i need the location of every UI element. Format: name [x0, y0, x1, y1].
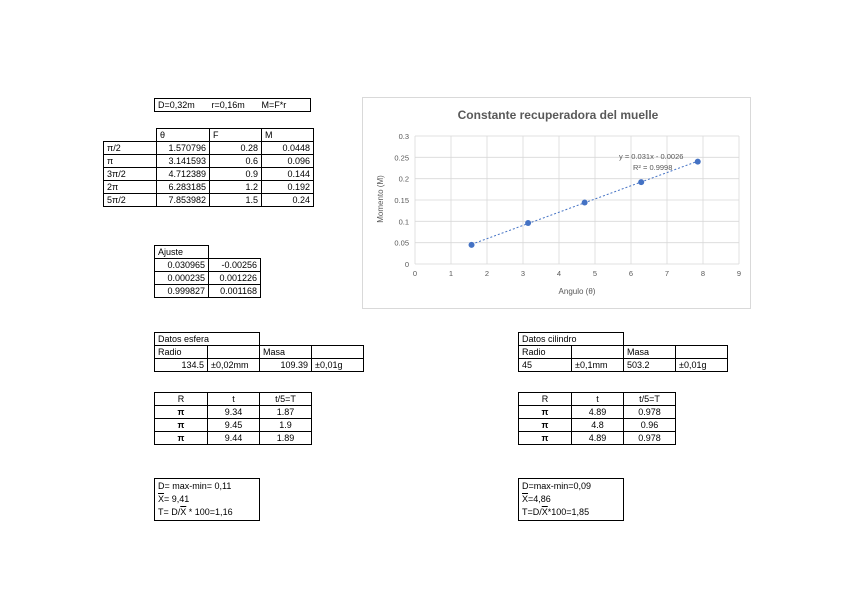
row-label[interactable]: 3π/2: [104, 168, 157, 181]
r-cell[interactable]: π: [155, 406, 208, 419]
data-point: [469, 242, 475, 248]
header-f[interactable]: F: [210, 129, 262, 142]
table-row: [519, 419, 676, 432]
r-cell[interactable]: π: [519, 419, 572, 432]
x-tick-label: 4: [556, 269, 562, 278]
header-period[interactable]: t/5=T: [260, 393, 312, 406]
chart-title: Constante recuperadora del muelle: [457, 108, 659, 122]
esfera-masa-err[interactable]: ±0,01g: [312, 359, 364, 372]
x-axis-label: Angulo (θ): [558, 287, 596, 296]
cilindro-stat-d: D=max-min=0,09: [522, 481, 592, 491]
m-cell[interactable]: 0.192: [262, 181, 314, 194]
cilindro-radio-err[interactable]: ±0,1mm: [572, 359, 624, 372]
t-cell[interactable]: 4.89: [572, 406, 624, 419]
t-suffix: * 100=1,16: [186, 507, 233, 517]
params-box: [154, 98, 311, 112]
data-point: [695, 159, 701, 165]
mean-symbol: $\overline{X}$: [180, 507, 187, 517]
x-tick-label: 2: [484, 269, 490, 278]
period-cell[interactable]: 1.89: [260, 432, 312, 445]
esfera-stats-box[interactable]: [154, 478, 260, 521]
theta-cell[interactable]: 3.141593: [157, 155, 210, 168]
table-row: [155, 432, 312, 445]
cilindro-radio-label[interactable]: Radio: [519, 346, 572, 359]
y-tick-label: 0.1: [398, 217, 409, 227]
y-tick-label: 0: [404, 260, 409, 269]
data-point: [638, 179, 644, 185]
m-cell[interactable]: 0.0448: [262, 142, 314, 155]
m-cell[interactable]: 0.24: [262, 194, 314, 207]
cilindro-stat-mean: [522, 493, 620, 506]
cilindro-measurements-table: [518, 392, 676, 445]
ajuste-cell[interactable]: 0.999827: [155, 285, 209, 298]
cilindro-masa-err[interactable]: ±0,01g: [676, 359, 728, 372]
t-suffix: *100=1,85: [547, 507, 590, 517]
x-tick-label: 5: [592, 269, 598, 278]
f-cell[interactable]: 0.9: [210, 168, 262, 181]
param-m[interactable]: M=F*r: [261, 100, 287, 110]
f-cell[interactable]: 0.28: [210, 142, 262, 155]
m-cell[interactable]: 0.096: [262, 155, 314, 168]
theta-cell[interactable]: 1.570796: [157, 142, 210, 155]
mean-symbol: $\overline{X}$: [522, 494, 529, 504]
table-row: [155, 272, 261, 285]
x-tick-label: 8: [700, 269, 706, 278]
esfera-measurements-table: [154, 392, 312, 445]
table-row: [155, 406, 312, 419]
x-tick-label: 0: [412, 269, 418, 278]
esfera-stat-d: D= max-min= 0,11: [158, 481, 232, 491]
y-tick-label: 0.15: [394, 196, 409, 205]
r-cell[interactable]: π: [155, 419, 208, 432]
trendline-r2: R² = 0.9998: [633, 163, 673, 172]
mean-value: =4,86: [528, 494, 551, 504]
x-tick-label: 9: [736, 269, 742, 278]
t-cell[interactable]: 9.45: [208, 419, 260, 432]
x-tick-label: 3: [520, 269, 526, 278]
table-row: [104, 142, 314, 155]
table-row: [104, 168, 314, 181]
param-d[interactable]: D=0,32m: [158, 100, 195, 110]
t-cell[interactable]: 4.89: [572, 432, 624, 445]
cilindro-masa-value[interactable]: 503.2: [624, 359, 676, 372]
esfera-stat-t: [158, 506, 256, 519]
table-row: [104, 181, 314, 194]
theta-cell[interactable]: 4.712389: [157, 168, 210, 181]
esfera-radio-err[interactable]: ±0,02mm: [208, 359, 260, 372]
data-point: [582, 200, 588, 206]
ajuste-cell[interactable]: 0.001168: [209, 285, 261, 298]
cilindro-info-table: [518, 332, 728, 372]
t-prefix: T=D/: [522, 507, 542, 517]
angle-data-table: [103, 128, 314, 207]
t-prefix: T= D/: [158, 507, 181, 517]
period-cell[interactable]: 1.87: [260, 406, 312, 419]
param-r[interactable]: r=0,16m: [211, 100, 245, 110]
header-theta[interactable]: θ: [157, 129, 210, 142]
y-axis-label: Momento (M): [376, 175, 385, 223]
cilindro-stats-box[interactable]: [518, 478, 624, 521]
ajuste-title[interactable]: Ajuste: [155, 246, 209, 259]
header-t[interactable]: t: [572, 393, 624, 406]
cilindro-masa-label[interactable]: Masa: [624, 346, 676, 359]
y-tick-label: 0.2: [398, 174, 409, 184]
esfera-title[interactable]: Datos esfera: [155, 333, 260, 346]
ajuste-table: [154, 245, 261, 298]
esfera-radio-label[interactable]: Radio: [155, 346, 208, 359]
table-row: [519, 406, 676, 419]
mean-symbol: $\overline{X}$: [158, 494, 165, 504]
table-row: [155, 285, 261, 298]
table-row: [519, 432, 676, 445]
cilindro-radio-value[interactable]: 45: [519, 359, 572, 372]
esfera-stat-mean: [158, 493, 256, 506]
table-row: [104, 194, 314, 207]
period-cell[interactable]: 1.9: [260, 419, 312, 432]
mean-value: = 9,41: [164, 494, 190, 504]
y-tick-label: 0.05: [394, 238, 409, 248]
x-tick-label: 6: [628, 269, 634, 278]
f-cell[interactable]: 1.2: [210, 181, 262, 194]
r-cell[interactable]: π: [155, 432, 208, 445]
esfera-masa-value[interactable]: 109.39: [260, 359, 312, 372]
period-cell[interactable]: 0.96: [624, 419, 676, 432]
table-row: [155, 419, 312, 432]
header-r[interactable]: R: [519, 393, 572, 406]
table-row: [155, 259, 261, 272]
header-t[interactable]: t: [208, 393, 260, 406]
row-label[interactable]: π/2: [104, 142, 157, 155]
theta-cell[interactable]: 7.853982: [157, 194, 210, 207]
header-m[interactable]: M: [262, 129, 314, 142]
r-cell[interactable]: π: [519, 432, 572, 445]
x-tick-label: 7: [664, 269, 670, 278]
cilindro-title[interactable]: Datos cilindro: [519, 333, 624, 346]
scatter-chart: [363, 98, 752, 310]
r-cell[interactable]: π: [519, 406, 572, 419]
row-label[interactable]: π: [104, 155, 157, 168]
row-label[interactable]: 2π: [104, 181, 157, 194]
f-cell[interactable]: 1.5: [210, 194, 262, 207]
x-tick-label: 1: [448, 269, 454, 278]
t-cell[interactable]: 9.44: [208, 432, 260, 445]
t-cell[interactable]: 9.34: [208, 406, 260, 419]
esfera-info-table: [154, 332, 364, 372]
t-cell[interactable]: 4.8: [572, 419, 624, 432]
esfera-masa-label[interactable]: Masa: [260, 346, 312, 359]
cilindro-stat-t: [522, 506, 620, 519]
table-row: [104, 155, 314, 168]
period-cell[interactable]: 0.978: [624, 406, 676, 419]
data-point: [525, 220, 531, 226]
y-tick-label: 0.25: [394, 153, 409, 163]
ajuste-cell[interactable]: 0.000235: [155, 272, 209, 285]
m-cell[interactable]: 0.144: [262, 168, 314, 181]
header-period[interactable]: t/5=T: [624, 393, 676, 406]
chart-area[interactable]: [362, 97, 751, 309]
mean-symbol: $\overline{X}$: [541, 507, 548, 517]
y-tick-label: 0.3: [398, 132, 409, 141]
esfera-radio-value[interactable]: 134.5: [155, 359, 208, 372]
ajuste-cell[interactable]: 0.030965: [155, 259, 209, 272]
f-cell[interactable]: 0.6: [210, 155, 262, 168]
theta-cell[interactable]: 6.283185: [157, 181, 210, 194]
ajuste-cell[interactable]: -0.00256: [209, 259, 261, 272]
trendline-equation: y = 0.031x - 0.0026: [619, 152, 684, 161]
ajuste-cell[interactable]: 0.001226: [209, 272, 261, 285]
header-r[interactable]: R: [155, 393, 208, 406]
period-cell[interactable]: 0.978: [624, 432, 676, 445]
row-label[interactable]: 5π/2: [104, 194, 157, 207]
